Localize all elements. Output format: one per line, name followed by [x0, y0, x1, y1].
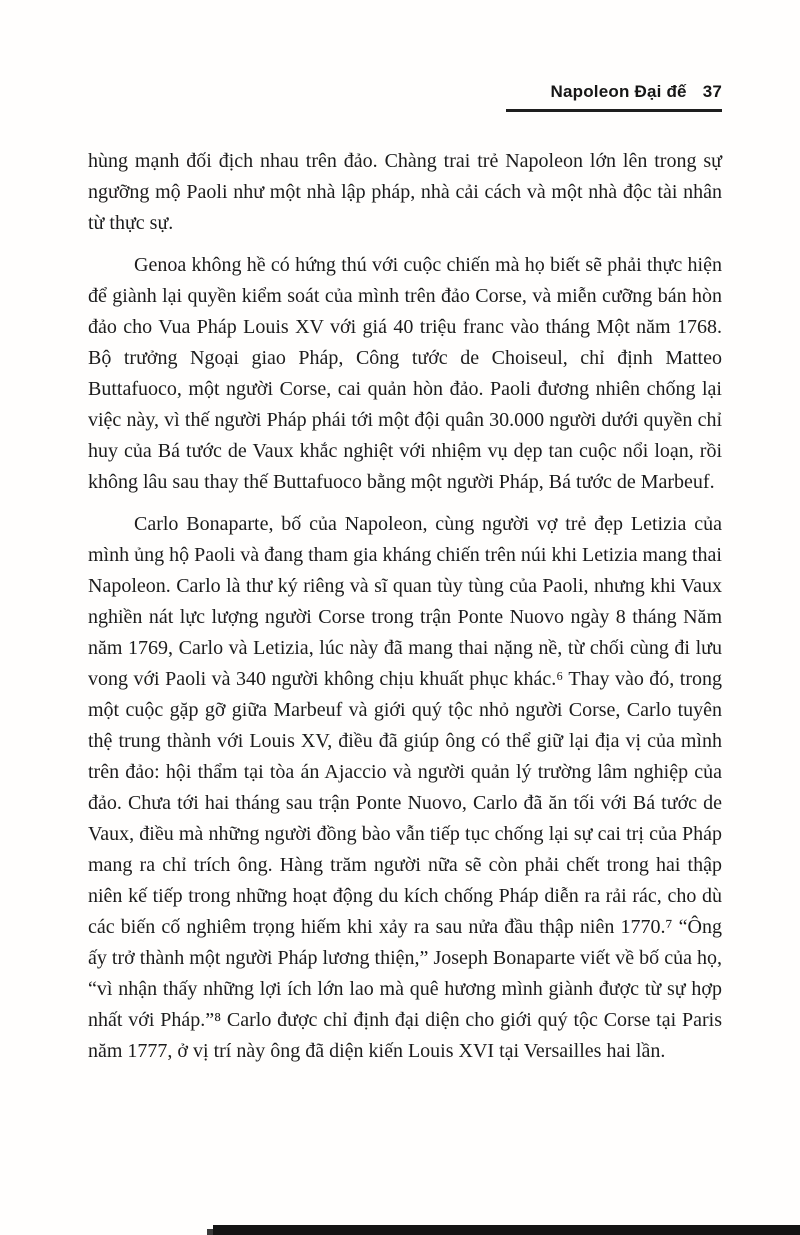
page-header	[88, 82, 722, 102]
header-rule-divider	[506, 109, 722, 112]
scan-artifact-bar	[213, 1225, 800, 1235]
paragraph: hùng mạnh đối địch nhau trên đảo. Chàng trai trẻ Napoleon lớn lên trong sự ngưỡng mộ Paoli như một nhà lập pháp, nhà cải cách và một nhà độc tài nhân từ thực sự.	[88, 150, 722, 234]
paragraph: Carlo Bonaparte, bố của Napoleon, cùng người vợ trẻ đẹp Letizia của mình ủng hộ Paoli và đang tham gia kháng chiến trên núi khi Letizia mang thai Napoleon. Carlo là thư ký riêng và sĩ quan tùy tùng của Paoli, nhưng khi Vaux nghiền nát lực lượng người Corse trong trận Ponte Nuovo ngày 8 tháng Năm năm 1769, Carlo và Letizia, lúc này đã mang thai nặng nề, từ chối cùng đi lưu vong với Paoli và 340 người không chịu khuất phục khác.⁶ Thay vào đó, trong một cuộc gặp gỡ giữa Marbeuf và giới quý tộc nhỏ người Corse, Carlo tuyên thệ trung thành với Louis XV, điều đã giúp ông có thể giữ lại địa vị của mình trên đảo: hội thẩm tại tòa án Ajaccio và người quản lý trường lâm nghiệp của đảo. Chưa tới hai tháng sau trận Ponte Nuovo, Carlo đã ăn tối với Bá tước de Vaux, điều mà những người đồng bào vẫn tiếp tục chống lại sự cai trị của Pháp mang ra chỉ trích ông. Hàng trăm người nữa sẽ còn phải chết trong hai thập niên kế tiếp trong những hoạt động du kích chống Pháp diễn ra rải rác, cho dù các biến cố nghiêm trọng hiếm khi xảy ra sau nửa đầu thập niên 1770.⁷ “Ông ấy trở thành một người Pháp lương thiện,” Joseph Bonaparte viết về bố của họ, “vì nhận thấy những lợi ích lớn lao mà quê hương mình giành được từ sự hợp nhất với Pháp.”⁸ Carlo được chỉ định đại diện cho giới quý tộc Corse tại Paris năm 1777, ở vị trí này ông đã diện kiến Louis XVI tại Versailles hai lần.	[88, 513, 722, 1062]
running-header-title: Napoleon Đại đế	[550, 82, 687, 101]
paragraph: Genoa không hề có hứng thú với cuộc chiến mà họ biết sẽ phải thực hiện để giành lại quyền kiểm soát của mình trên đảo Corse, và miễn cưỡng bán hòn đảo cho Vua Pháp Louis XV với giá 40 triệu franc vào tháng Một năm 1768. Bộ trưởng Ngoại giao Pháp, Công tước de Choiseul, chỉ định Matteo Buttafuoco, một người Corse, cai quản hòn đảo. Paoli đương nhiên chống lại việc này, vì thế người Pháp phái tới một đội quân 30.000 người dưới quyền chỉ huy của Bá tước de Vaux khắc nghiệt với nhiệm vụ dẹp tan cuộc nổi loạn, rồi không lâu sau thay thế Buttafuoco bằng một người Pháp, Bá tước de Marbeuf.	[88, 254, 722, 493]
page-number-label: 37	[702, 82, 722, 101]
body-text	[88, 146, 722, 1067]
